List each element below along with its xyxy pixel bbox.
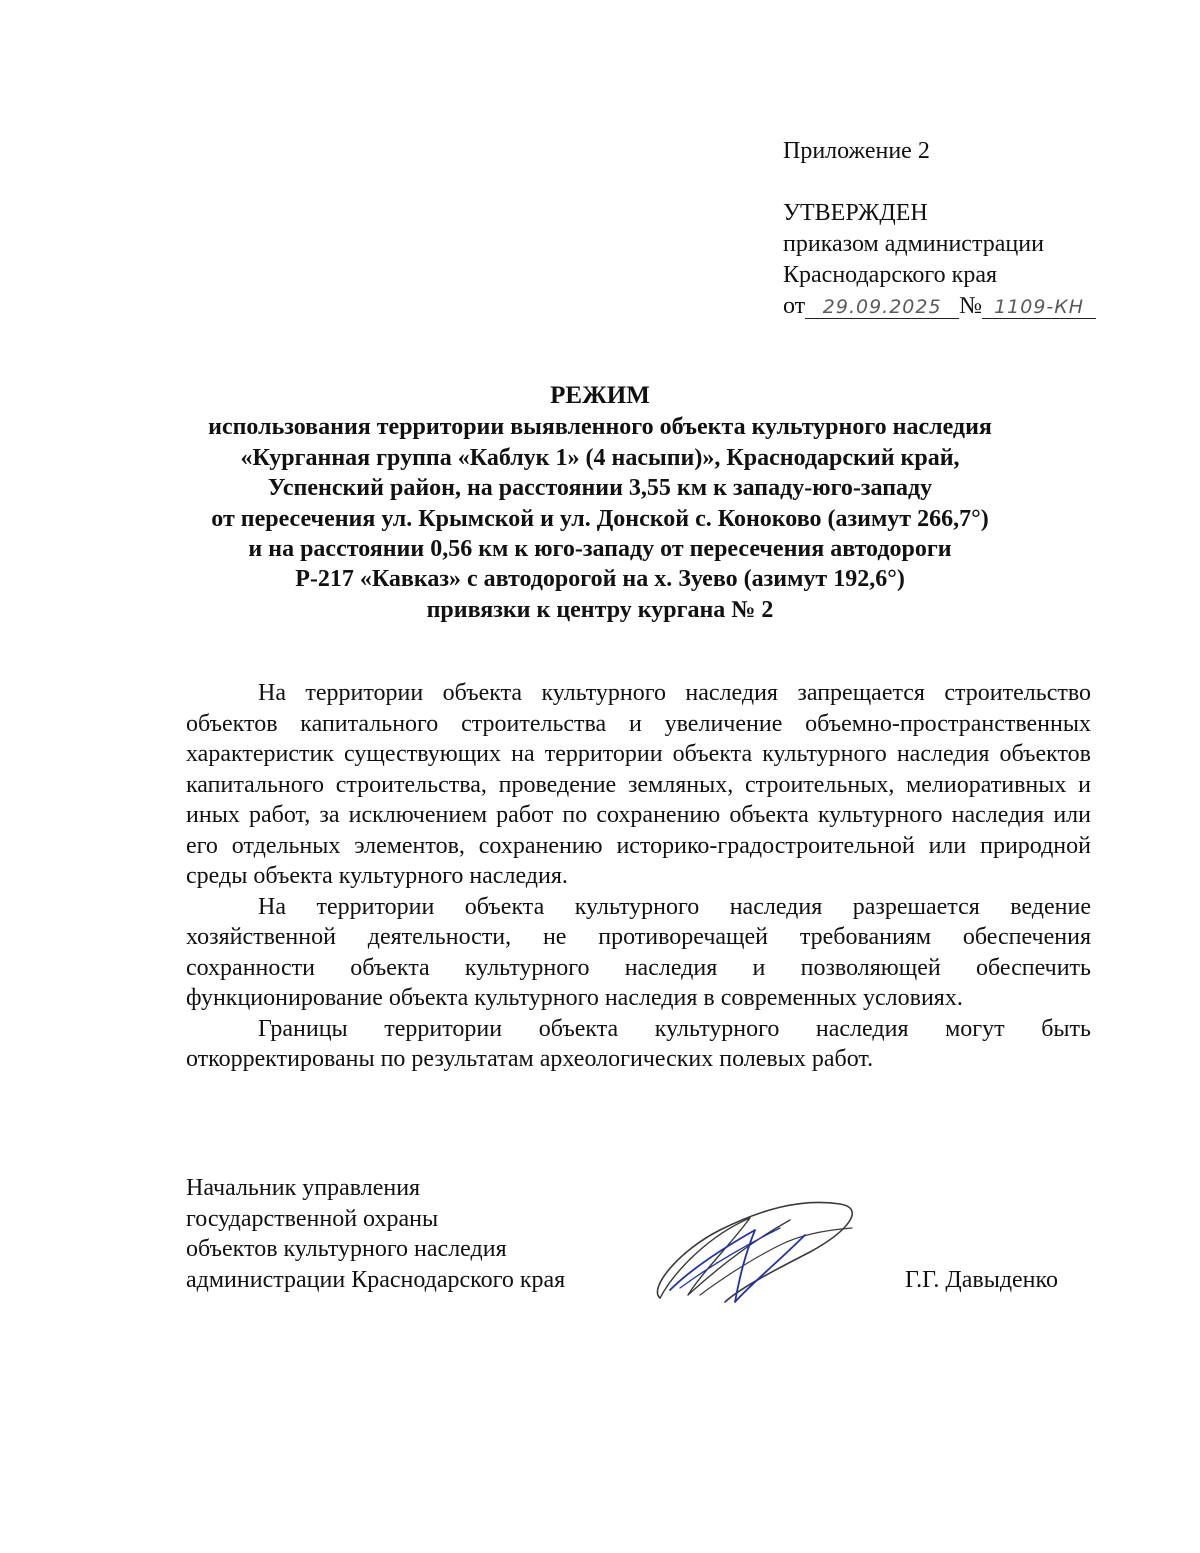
number-prefix: №: [959, 293, 983, 319]
signer-position: [186, 1173, 565, 1295]
order-date-handwritten: 29.09.2025: [805, 296, 959, 319]
signer-position-line: государственной охраны: [186, 1205, 439, 1232]
title-line: от пересечения ул. Крымской и ул. Донской с. Коноково (азимут 266,7°): [211, 505, 989, 532]
order-date-number-line: [783, 291, 1096, 322]
signer-position-line: администрации Краснодарского края: [186, 1266, 566, 1293]
body-paragraph: На территории объекта культурного наследия разрешается ведение хозяйственной деятельности, не противоречащей требованиям обеспечения сохранности объекта культурного наследия и позволяющей обеспечить функционирование объекта культурного наследия в современных условиях.: [186, 893, 1091, 1011]
title-line: привязки к центру кургана № 2: [426, 596, 774, 623]
date-prefix: от: [783, 293, 806, 319]
signer-position-line: Начальник управления: [186, 1175, 421, 1201]
approval-stamp-block: [783, 136, 1096, 322]
order-number-handwritten: 1109-КН: [982, 296, 1096, 319]
document-title: [150, 381, 1050, 625]
title-line: «Курганная группа «Каблук 1» (4 насыпи)», Краснодарский край,: [240, 444, 960, 471]
approved-label: УТВЕРЖДЕН: [783, 200, 928, 226]
signer-position-line: объектов культурного наследия: [186, 1236, 507, 1262]
body-paragraph: На территории объекта культурного наследия запрещается строительство объектов капитального строительства и увеличение объемно-пространственных характеристик существующих на территории объекта культурного наследия объектов капитального строительства, проведение земляных, строительных, мелиоративных и иных работ, за исключением работ по сохранению объекта культурного наследия или его отдельных элементов, сохранению историко-градостроительной или природной среды объекта культурного наследия.: [186, 680, 1091, 889]
title-line: Р-217 «Кавказ» с автодорогой на х. Зуево (азимут 192,6°): [295, 566, 905, 593]
document-body: [186, 678, 1091, 1075]
approved-region: Краснодарского края: [783, 262, 998, 288]
signer-name: Г.Г. Давыденко: [905, 1267, 1058, 1293]
title-heading: РЕЖИМ: [550, 382, 650, 409]
handwritten-signature: [640, 1190, 870, 1320]
title-line: Успенский район, на расстоянии 3,55 км к западу-юго-западу: [267, 475, 933, 502]
approved-by-order: приказом администрации: [783, 231, 1044, 257]
body-paragraph: Границы территории объекта культурного наследия могут быть откорректированы по результатам археологических полевых работ.: [186, 1015, 1091, 1072]
title-line: и на расстоянии 0,56 км к юго-западу от пересечения автодороги: [248, 536, 952, 563]
title-line: использования территории выявленного объекта культурного наследия: [208, 414, 992, 441]
appendix-label: Приложение 2: [783, 138, 930, 164]
